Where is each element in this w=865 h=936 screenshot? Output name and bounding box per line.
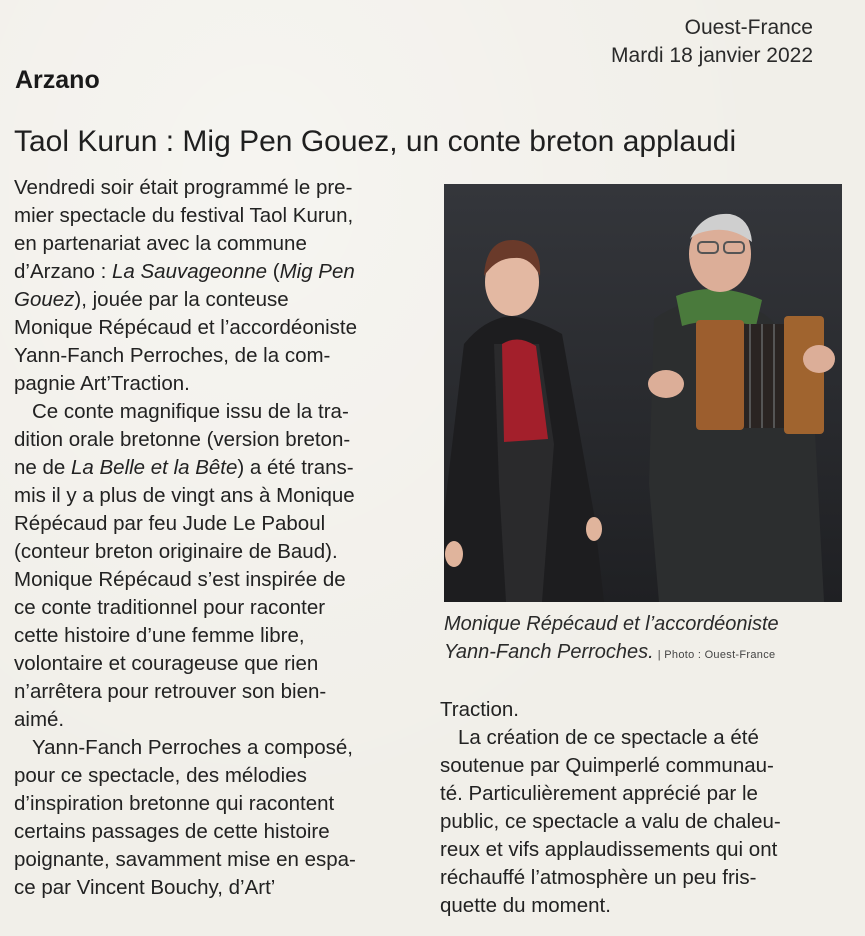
article-right-column: [440, 696, 840, 920]
article-left-column: [14, 174, 412, 902]
article-headline: Taol Kurun : Mig Pen Gouez, un conte breton applaudi: [14, 125, 737, 158]
bleed-through-text: [70, 4, 74, 22]
section-name: Arzano: [15, 66, 100, 94]
newspaper-name: Ouest-France: [684, 16, 813, 39]
paragraph-1: Vendredi soir était programmé le pre- mier spectacle du festival Taol Kurun, en partenariat avec la commune d’Arzano : La Sauvageonne (Mig Pen Gouez), jouée par la conteuse Monique Répécaud et l’accordéoniste Yann-Fanch Perroches, de la com- pagnie Art’Traction.: [14, 176, 358, 395]
title-la-sauvageonne: La Sauvageonne: [112, 260, 268, 283]
source-block: [611, 14, 813, 70]
photo-caption: [444, 610, 844, 669]
photo-performers-illustration: [444, 184, 842, 602]
caption-line-1: Monique Répécaud et l’accordéoniste: [444, 613, 779, 635]
article-photo: [444, 184, 842, 602]
paragraph-5: La création de ce spectacle a été soutenue par Quimperlé communau- té. Particulièrement apprécié par le public, ce spectacle a valu de chaleu- reux et vifs applaudissements qui ont réchauffé l’atmosphère un peu fris- quette du moment.: [440, 726, 781, 917]
title-la-belle-et-la-bete: La Belle et la Bête: [71, 456, 238, 479]
paragraph-3: Yann-Fanch Perroches a composé, pour ce spectacle, des mélodies d’inspiration bretonne qui racontent certains passages de cette histoire poignante, savamment mise en espa- ce par Vincent Bouchy, d’Art’: [14, 736, 356, 899]
caption-line-2: Yann-Fanch Perroches. | Photo : Ouest-France: [444, 641, 776, 663]
paragraph-4: Traction.: [440, 698, 519, 721]
photo-credit: | Photo : Ouest-France: [657, 649, 776, 661]
publication-date: Mardi 18 janvier 2022: [611, 44, 813, 67]
paragraph-2: Ce conte magnifique issu de la tra- dition orale bretonne (version breton- ne de La Belle et la Bête) a été trans- mis il y a plus de vingt ans à Monique Répécaud par feu Jude Le Paboul (conteur breton originaire de Baud). Monique Répécaud s’est inspirée de ce conte traditionnel pour raconter cette histoire d’une femme libre, volontaire et courageuse que rien n’arrêtera pour retrouver son bien- aimé.: [14, 400, 355, 731]
